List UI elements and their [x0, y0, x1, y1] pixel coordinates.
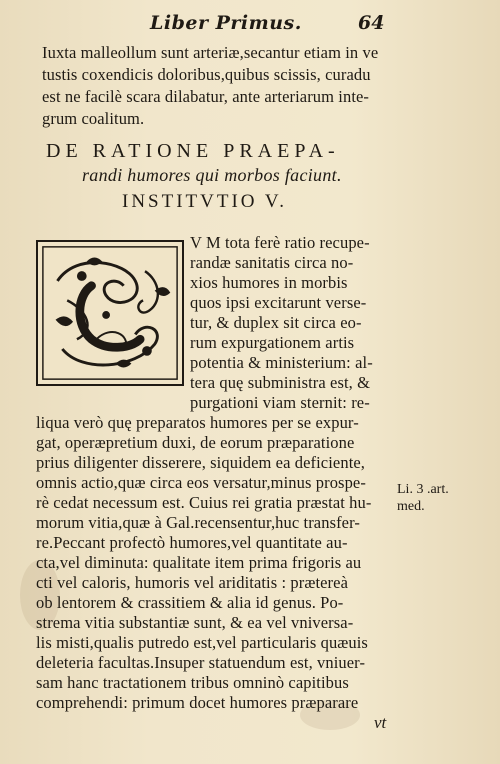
- text-line: tur, & duplex sit circa eo-: [190, 313, 362, 332]
- text-line: quos ipsi excitarunt verse-: [190, 293, 367, 312]
- text-line: lis misti,qualis putredo est,vel particularis quæuis: [36, 633, 368, 652]
- text-line: omnis actio,quæ circa eos versatur,minus prospe-: [36, 473, 366, 492]
- text-line: prius diligenter disserere, siquidem ea deficiente,: [36, 453, 366, 472]
- text-line: est ne facilè scara dilabatur, ante arteriarum inte-: [42, 87, 370, 106]
- text-line: tustis coxendicis doloribus,quibus scissis, curadu: [42, 65, 371, 84]
- text-line: deleteria facultas.Insuper statuendum est, vniuer-: [36, 653, 366, 672]
- catchword: vt: [374, 713, 387, 732]
- chapter-heading-continued: randi humores qui morbos faciunt.: [82, 165, 342, 185]
- page-header: [150, 12, 400, 42]
- text-line: sam hanc tractationem tribus omninò capitibus: [36, 673, 349, 692]
- text-line: tera quę subministra est, &: [190, 373, 371, 392]
- folio-number: 64: [358, 12, 385, 34]
- text-line: purgationi viam sternit: re-: [190, 393, 370, 412]
- text-line: grum coalitum.: [42, 109, 145, 128]
- text-line: morum vitia,quæ à Gal.recensentur,huc transfer-: [36, 513, 360, 532]
- text-line: cta,vel diminuta: qualitate item prima frigoris au: [36, 553, 362, 572]
- text-line: Iuxta malleollum sunt arteriæ,secantur etiam in ve: [42, 43, 379, 62]
- margin-note-line: med.: [397, 499, 425, 514]
- institutio-title: INSTITVTIO V.: [122, 191, 287, 212]
- margin-note-line: Li. 3 .art.: [397, 482, 449, 497]
- text-line: V M tota ferè ratio recupe-: [190, 233, 370, 252]
- text-line: ob lentorem & crassitiem & alia id genus. Po-: [36, 593, 344, 612]
- text-line: comprehendi: primum docet humores præparare: [36, 693, 359, 712]
- text-line: strema vitia substantiæ sunt, & ea vel vniversa-: [36, 613, 354, 632]
- text-line: cti vel caloris, humoris vel ariditatis : prætereà: [36, 573, 348, 592]
- text-line: xios humores in morbis: [190, 273, 348, 292]
- chapter-heading: DE RATIONE PRAEPA-: [46, 140, 340, 162]
- text-line: liqua verò quę preparatos humores per se expur-: [36, 413, 359, 432]
- text-line: gat, operæpretium duxi, de eorum præparatione: [36, 433, 355, 452]
- text-line: potentia & ministerium: al-: [190, 353, 373, 372]
- decorated-initial-C-icon: [38, 242, 182, 384]
- decorated-initial-icon: [36, 240, 184, 386]
- margin-note: [397, 481, 477, 515]
- text-line: re.Peccant profectò humores,vel quantitate au-: [36, 533, 348, 552]
- running-title: Liber Primus.: [150, 12, 302, 34]
- text-line: randæ sanitatis circa no-: [190, 253, 354, 272]
- text-line: rum expurgationem artis: [190, 333, 355, 352]
- text-line: rè cedat necessum est. Cuius rei gratia præstat hu-: [36, 493, 372, 512]
